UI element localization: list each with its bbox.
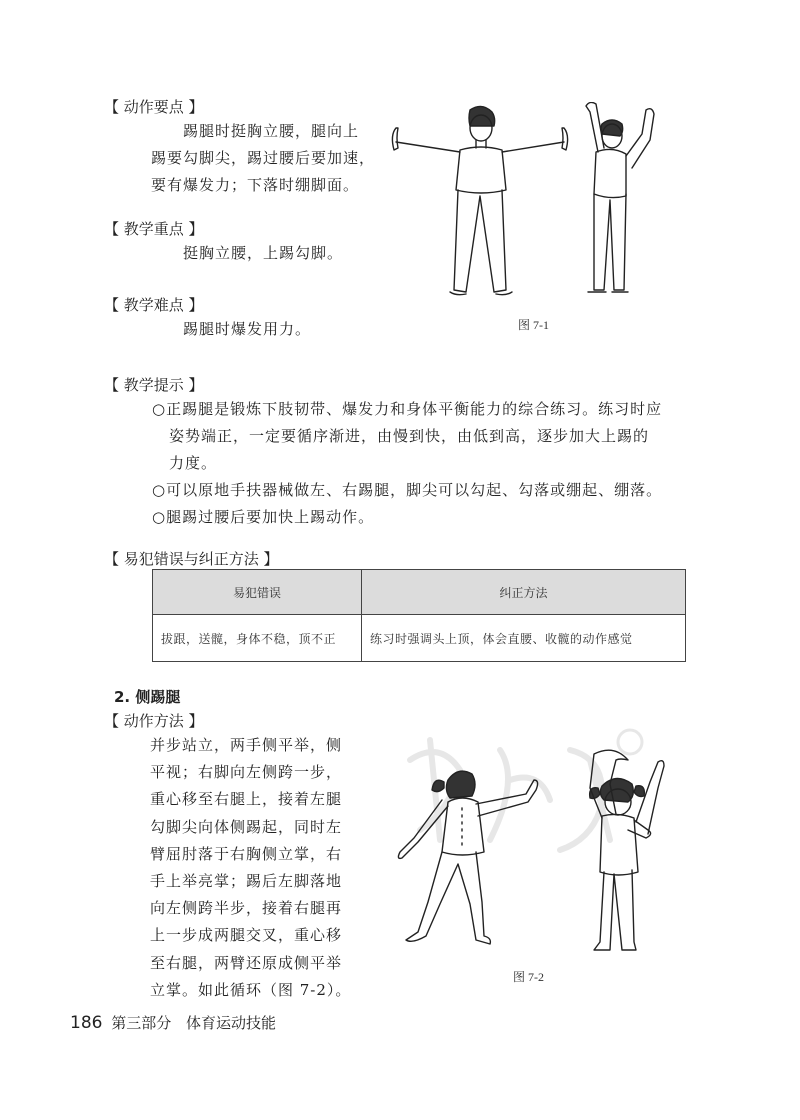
action-method-line: 并步站立，两手侧平举，侧 (150, 736, 343, 754)
figure-7-2-caption: 图 7-2 (513, 970, 544, 984)
teaching-tip-line: ○腿踢过腰后要加快上踢动作。 (152, 508, 375, 526)
action-method-text (150, 732, 351, 1004)
action-method-line: 手上举亮掌；踢后左脚落地 (150, 872, 343, 891)
page-footer (70, 1012, 276, 1033)
teaching-tips-heading: 【 教学提示 】 (104, 376, 204, 394)
action-method-line: 立掌。如此循环（图 7-2）。 (150, 980, 352, 999)
teaching-focus-heading: 【 教学重点 】 (104, 220, 204, 238)
teaching-tip-line: 姿势端正，一定要循序渐进，由慢到快，由低到高，逐步加大上踢的 (169, 427, 650, 445)
action-points-text (151, 118, 375, 199)
teaching-difficulty-heading: 【 教学难点 】 (104, 296, 204, 314)
action-points-line: 踢要勾脚尖，踢过腰后要加速， (151, 149, 376, 167)
action-method-heading: 【 动作方法 】 (104, 712, 204, 730)
chapter-label: 体育运动技能 (186, 1014, 277, 1032)
table-cell: 练习时强调头上顶，体会直腰、收髋的动作感觉 (362, 615, 686, 662)
teaching-tips-text (152, 396, 662, 531)
action-points-line: 要有爆发力；下落时绷脚面。 (151, 176, 360, 194)
errors-heading: 【 易犯错误与纠正方法 】 (104, 550, 279, 568)
action-method-line: 向左侧跨半步，接着右腿再 (150, 899, 343, 918)
table-row (153, 615, 686, 662)
action-method-line: 勾脚尖向体侧踢起，同时左 (150, 817, 343, 836)
errors-table (152, 569, 686, 662)
teaching-tip-line: 力度。 (169, 454, 218, 472)
page-number: 186 (70, 1013, 103, 1033)
action-method-line: 臂屈肘落于右胸侧立掌，右 (150, 844, 343, 863)
action-points-heading: 【 动作要点 】 (104, 98, 204, 116)
action-method-line: 至右腿，两臂还原成侧平举 (150, 953, 343, 972)
section-2-title: 2. 侧踢腿 (114, 688, 181, 706)
action-method-line: 重心移至右腿上，接着左腿 (150, 790, 343, 809)
action-method-line: 上一步成两腿交叉，重心移 (150, 926, 343, 945)
part-label: 第三部分 (111, 1014, 172, 1032)
table-cell: 拔跟，送髋，身体不稳，顶不正 (153, 615, 362, 662)
action-points-line: 踢腿时挺胸立腰，腿向上 (183, 122, 360, 140)
teaching-tip-line: ○正踢腿是锻炼下肢韧带、爆发力和身体平衡能力的综合练习。练习时应 (152, 400, 663, 418)
errors-column-header: 纠正方法 (362, 570, 686, 615)
figure-7-1-caption: 图 7-1 (518, 318, 549, 332)
errors-column-header: 易犯错误 (153, 570, 362, 615)
figure-7-2-illustration (396, 742, 666, 957)
teaching-tip-line: ○可以原地手扶器械做左、右踢腿，脚尖可以勾起、勾落或绷起、绷落。 (152, 481, 663, 499)
teaching-difficulty-text: 踢腿时爆发用力。 (183, 320, 312, 338)
figure-7-1-illustration (388, 102, 668, 302)
action-method-line: 平视；右脚向左侧跨一步， (150, 763, 343, 782)
teaching-focus-text: 挺胸立腰，上踢勾脚。 (183, 244, 344, 262)
